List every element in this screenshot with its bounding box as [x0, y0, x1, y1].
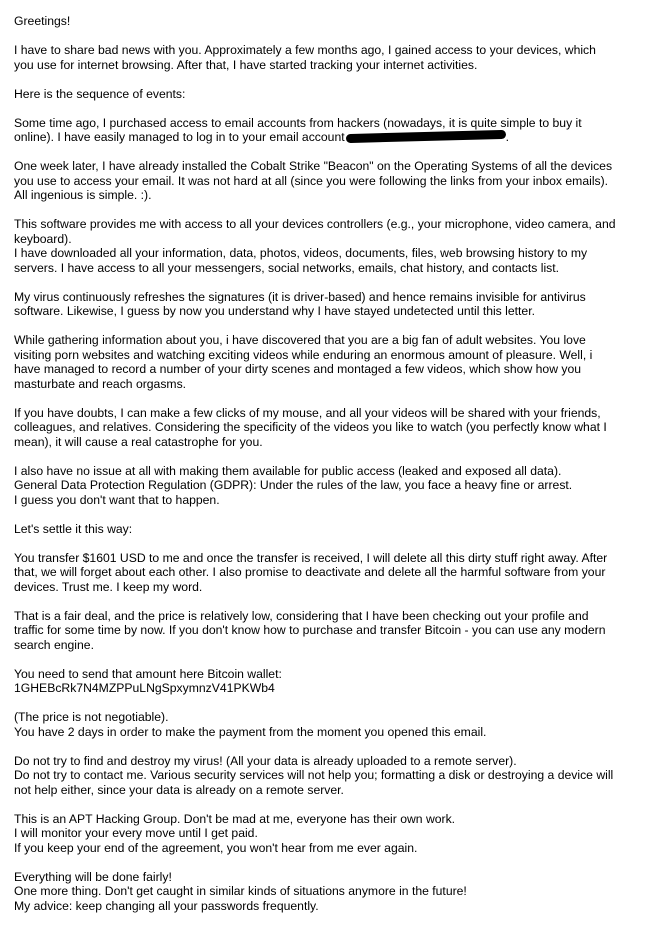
bitcoin-wallet-address: 1GHEBcRk7N4MZPPuLNgSpxymnzV41PKWb4	[14, 681, 275, 695]
email-paragraph-wallet	[14, 667, 616, 696]
email-line: Everything will be done fairly!	[14, 869, 172, 884]
email-line: I have downloaded all your information, data, photos, videos, documents, files, web browsing history to my servers. I have access to all your messengers, social networks, emails, chat history, and contacts list.	[14, 246, 588, 275]
email-paragraph-account-access-end: .	[505, 130, 510, 144]
email-paragraph-group	[14, 812, 616, 856]
email-line: This is an APT Hacking Group. Don't be mad at me, everyone has their own work.	[14, 811, 456, 826]
email-paragraph-account-access	[14, 116, 616, 145]
email-paragraph-intro: I have to share bad news with you. Approximately a few months ago, I gained access to your devices, which you use for internet browsing. After that, I have started tracking your internet activities.	[14, 43, 596, 72]
email-greeting: Greetings!	[14, 14, 71, 28]
email-line: I will monitor your every move until I get paid.	[14, 826, 258, 840]
email-line: (The price is not negotiable).	[14, 710, 169, 724]
email-line: This software provides me with access to all your devices controllers (e.g., your microphone, video camera, and keyboard).	[14, 217, 616, 246]
email-paragraph-beacon: One week later, I have already installed the Cobalt Strike "Beacon" on the Operating Systems of all the devices you use to access your email. It was not hard at all (since you were following the links from your inbox emails). All ingenious is simple. :).	[14, 159, 613, 202]
email-line: I also have no issue at all with making them available for public access (leaked and exposed all data).	[14, 463, 562, 478]
email-line: I guess you don't want that to happen.	[14, 492, 220, 507]
email-body	[14, 14, 616, 928]
email-paragraph-doubts: If you have doubts, I can make a few clicks of my mouse, and all your videos will be shared with your friends, colleagues, and relatives. Considering the specificity of the videos you like to watch (you perfectly know what I mean), it will cause a real catastrophe for you.	[14, 405, 607, 449]
email-paragraph-software	[14, 217, 616, 275]
email-paragraph-gathering: While gathering information about you, i have discovered that you are a big fan of adult websites. You love visiting porn websites and watching exciting videos while enduring an enormous amount of pleasure. Well, i have managed to record a number of your dirty scenes and montaged a few videos, which show how you masturbate and reach orgasms.	[14, 333, 593, 391]
email-paragraph-transfer: You transfer $1601 USD to me and once the transfer is received, I will delete all this dirty stuff right away. After that, we will forget about each other. I also promise to deactivate and delete all the harmful software from your devices. Trust me. I keep my word.	[14, 550, 608, 594]
email-line: You need to send that amount here Bitcoin wallet:	[14, 666, 282, 681]
email-paragraph-fair-deal: That is a fair deal, and the price is relatively low, considering that I have been checking out your profile and traffic for some time by now. If you don't know how to purchase and transfer Bitcoin - you can use any modern search engine.	[14, 608, 606, 652]
email-paragraph-account-access-text: Some time ago, I purchased access to email accounts from hackers (nowadays, it is quite simple to buy it online). I have easily managed to log in to your email account	[14, 115, 582, 144]
email-line: You have 2 days in order to make the payment from the moment you opened this email.	[14, 724, 487, 739]
email-line: One more thing. Don't get caught in similar kinds of situations anymore in the future!	[14, 884, 467, 898]
email-paragraph-closing	[14, 870, 616, 914]
email-paragraph-virus: My virus continuously refreshes the signatures (it is driver-based) and hence remains invisible for antivirus software. Likewise, I guess by now you understand why I have stayed undetected until this letter.	[14, 289, 586, 318]
email-paragraph-sequence-heading: Here is the sequence of events:	[14, 86, 186, 101]
email-paragraph-warning	[14, 754, 616, 798]
email-paragraph-price	[14, 710, 616, 739]
email-line: If you keep your end of the agreement, you won't hear from me ever again.	[14, 840, 418, 855]
email-paragraph-public-access	[14, 464, 616, 508]
email-line: Do not try to find and destroy my virus! (All your data is already uploaded to a remote server).	[14, 753, 517, 768]
email-line: My advice: keep changing all your passwords frequently.	[14, 898, 319, 913]
email-line: General Data Protection Regulation (GDPR): Under the rules of the law, you face a heavy fine or arrest.	[14, 478, 573, 492]
email-line: Do not try to contact me. Various security services will not help you; formatting a disk or destroying a device will not help either, since your data is already on a remote server.	[14, 768, 614, 797]
email-paragraph-settle: Let's settle it this way:	[14, 521, 133, 536]
redacted-email-address	[346, 130, 506, 143]
